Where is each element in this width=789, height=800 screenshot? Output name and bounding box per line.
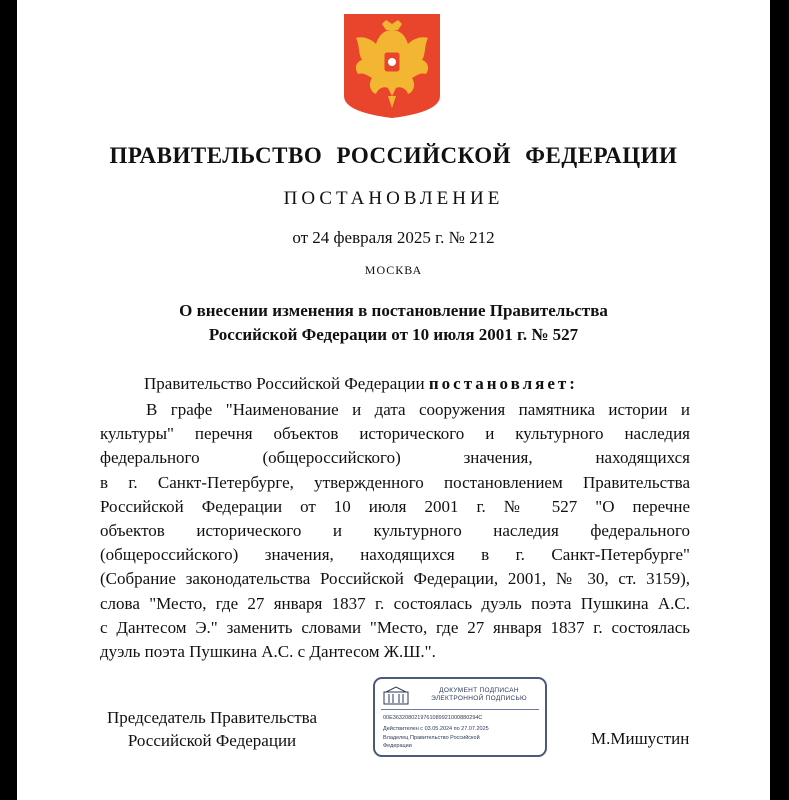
stamp-title (415, 687, 543, 703)
body-line: в г. Санкт-Петербурге, утвержденного постановлением Правительства (100, 472, 690, 492)
stamp-divider (381, 709, 539, 710)
stamp-owner: Владелец Правительство Российской (383, 735, 480, 741)
body-line: объектов исторического и культурного наследия федерального (100, 521, 690, 541)
document-type: ПОСТАНОВЛЕНИЕ (283, 188, 504, 209)
body-line: Российской Федерации от 10 июля 2001 г. № 527 "О перечне (100, 496, 690, 516)
body-line: с Дантесом Э." заменить словами "Место, где 27 января 1837 г. состоялась (100, 617, 690, 637)
stamp-certificate: 00E3632080219761089921000880294C (383, 715, 483, 721)
government-title: ПРАВИТЕЛЬСТВО РОССИЙСКОЙ ФЕДЕРАЦИИ (109, 143, 678, 168)
document-date-number: от 24 февраля 2025 г. № 212 (292, 228, 495, 247)
document-subject (17, 299, 770, 347)
stamp-validity: Действителен с 03.05.2024 по 27.07.2025 (383, 726, 489, 732)
body-line: слова "Место, где 27 января 1837 г. состоялась дуэль поэта Пушкина А.С. (100, 593, 690, 613)
body-line: (общероссийского) значения, находящихся в г. Санкт-Петербурге" (100, 545, 690, 565)
signer-role (97, 706, 327, 752)
signer-role-line: Российской Федерации (127, 731, 297, 750)
stamp-owner: Федерации (383, 743, 412, 749)
body-line: дуэль поэта Пушкина А.С. с Дантесом Ж.Ш.". (100, 642, 436, 662)
preamble (144, 374, 578, 394)
body-line: (Собрание законодательства Российской Федерации, 2001, № 30, ст. 3159), (100, 569, 690, 589)
body-line: культуры" перечня объектов исторического и культурного наследия (100, 424, 690, 444)
stamp-emblem-icon (383, 686, 409, 706)
preamble-text: Правительство Российской Федерации (144, 374, 425, 393)
body-line: В графе "Наименование и дата сооружения памятника истории и (146, 400, 690, 419)
body-text (100, 398, 690, 664)
preamble-action: постановляет: (428, 374, 578, 393)
coat-of-arms-icon (342, 12, 442, 120)
document-page (17, 0, 770, 800)
stamp-title-line: ЭЛЕКТРОННОЙ ПОДПИСЬЮ (431, 695, 527, 702)
subject-line: Российской Федерации от 10 июля 2001 г. № 527 (208, 325, 579, 344)
document-city: МОСКВА (364, 263, 423, 277)
signer-role-line: Председатель Правительства (106, 708, 318, 727)
electronic-signature-stamp (373, 677, 547, 757)
body-line: федерального (общероссийского) значения, находящихся (100, 448, 690, 468)
stamp-title-line: ДОКУМЕНТ ПОДПИСАН (439, 687, 519, 694)
signer-name: М.Мишустин (591, 729, 690, 748)
subject-line: О внесении изменения в постановление Правительства (179, 301, 608, 320)
